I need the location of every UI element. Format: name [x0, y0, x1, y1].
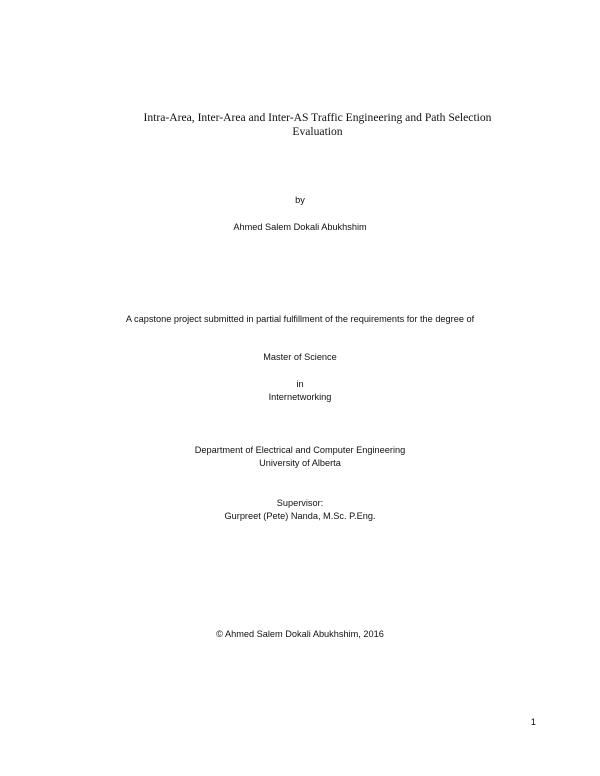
submission-statement: A capstone project submitted in partial fulfillment of the requirements for the degree of [125, 314, 475, 324]
degree-name: Master of Science [263, 352, 337, 362]
supervisor-name: Gurpreet (Pete) Nanda, M.Sc. P.Eng. [224, 511, 376, 521]
by-label: by [295, 195, 305, 205]
author-name: Ahmed Salem Dokali Abukhshim [233, 222, 367, 232]
title-line-1: Intra-Area, Inter-Area and Inter-AS Traffic Engineering and Path Selection [143, 111, 492, 124]
page-number: 1 [530, 717, 536, 727]
department-name: Department of Electrical and Computer Engineering [194, 445, 406, 455]
title-line-2: Evaluation [292, 125, 343, 138]
university-name: University of Alberta [259, 458, 341, 468]
supervisor-label: Supervisor: [276, 498, 324, 508]
field-name: Internetworking [268, 392, 332, 402]
copyright-notice: © Ahmed Salem Dokali Abukhshim, 2016 [216, 629, 384, 639]
document-title [60, 111, 575, 139]
in-label: in [296, 379, 304, 389]
